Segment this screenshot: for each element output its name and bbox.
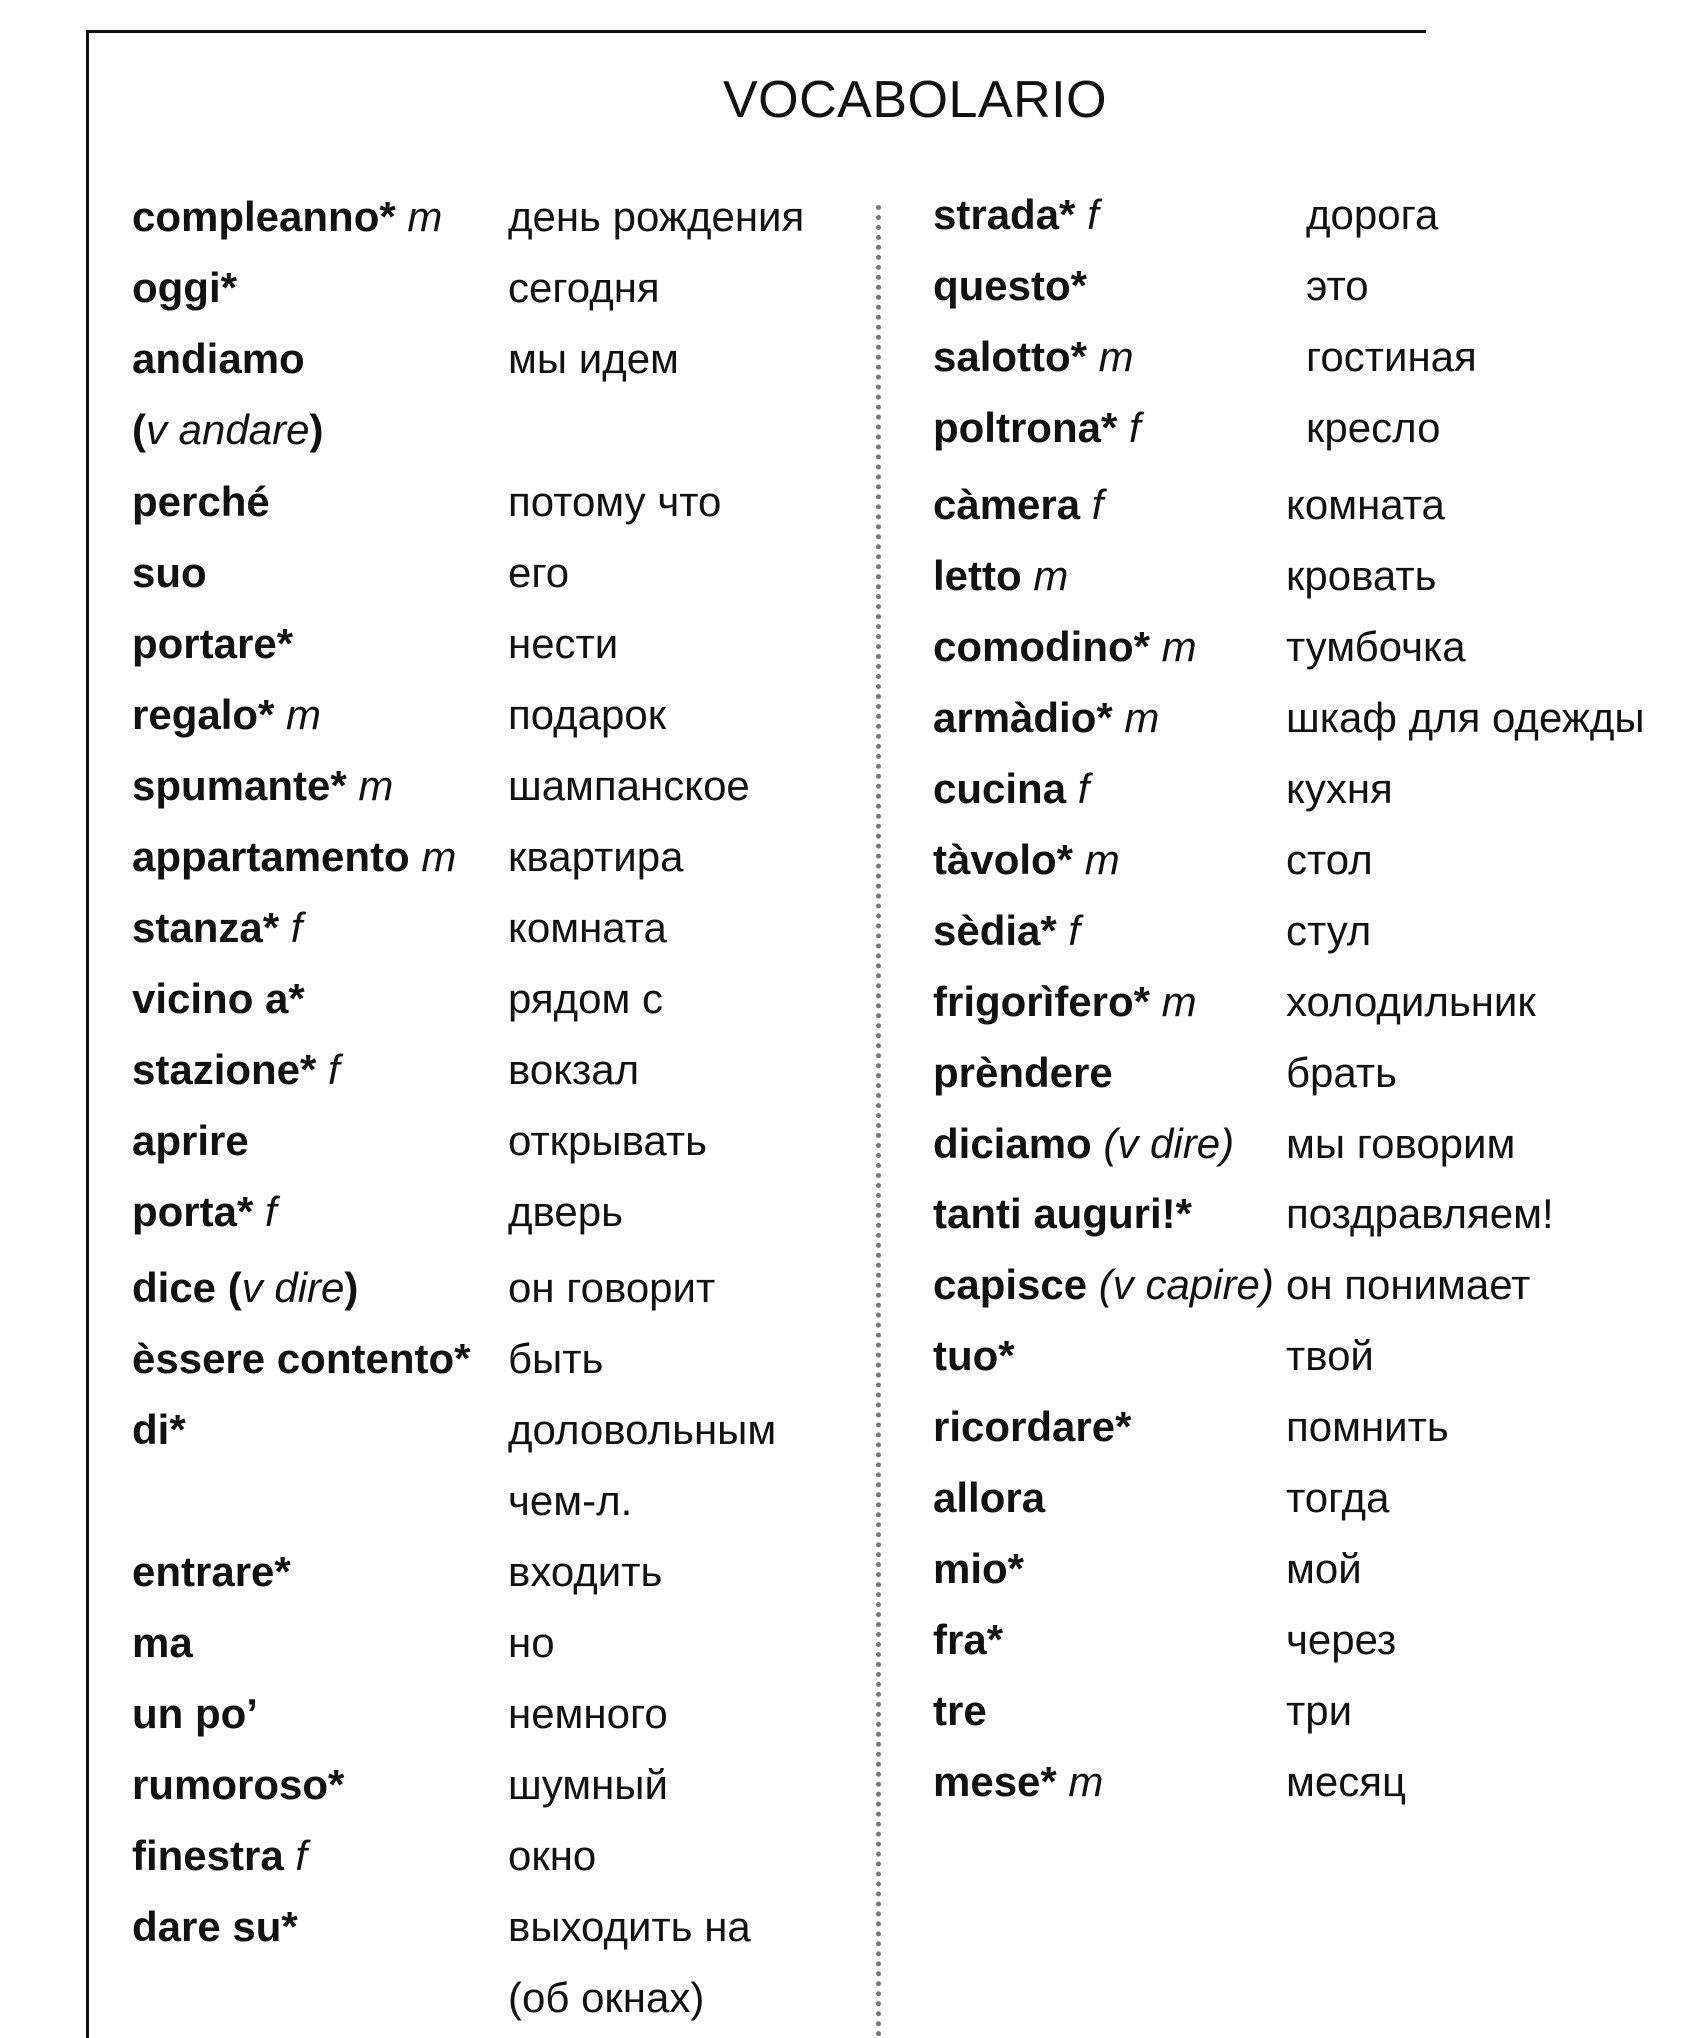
italian-word [132, 329, 305, 389]
russian-translation: выходить на [508, 1903, 751, 1950]
italian-term: rumoroso* [132, 1761, 345, 1808]
russian-translation: день рождения [508, 193, 805, 240]
italian-term: aprire [132, 1117, 249, 1164]
italian-word [933, 327, 1134, 387]
italian-word [132, 1329, 470, 1389]
italian-term: cucina [933, 765, 1067, 812]
italian-word [933, 256, 1087, 316]
italian-term: tuo* [933, 1332, 1015, 1379]
russian-translation: вокзал [508, 1046, 640, 1093]
italian-word [933, 1681, 987, 1741]
italian-term: ( [132, 406, 146, 453]
russian-translation: его [508, 549, 570, 596]
grammar-note: f [283, 1832, 308, 1879]
italian-term-close: ) [309, 406, 324, 453]
russian-translation: это [1306, 262, 1369, 309]
italian-term: compleanno* [132, 193, 396, 240]
italian-term: appartamento [132, 833, 410, 880]
italian-word [933, 759, 1089, 819]
grammar-note: f [1066, 765, 1090, 812]
grammar-note: m [395, 193, 443, 240]
italian-term: regalo* [132, 691, 275, 738]
grammar-note: v dire [241, 1264, 345, 1311]
italian-word [933, 475, 1103, 535]
italian-word [132, 1684, 258, 1744]
russian-translation: мы идем [508, 335, 679, 382]
russian-translation: три [1286, 1687, 1353, 1734]
russian-translation: он говорит [508, 1264, 716, 1311]
russian-translation: холодильник [1286, 978, 1536, 1025]
italian-word [933, 546, 1068, 606]
russian-translation: помнить [1286, 1403, 1449, 1450]
italian-term: mese* [933, 1758, 1057, 1805]
italian-word [933, 901, 1080, 961]
russian-translation: мы говорим [1286, 1120, 1516, 1167]
italian-term: èssere contento* [132, 1335, 471, 1382]
italian-term: oggi* [132, 264, 237, 311]
italian-term: sèdia* [933, 907, 1057, 954]
italian-word [132, 472, 270, 532]
italian-word [933, 1539, 1024, 1599]
italian-word [132, 1755, 344, 1815]
grammar-note: m [1150, 623, 1197, 670]
russian-translation: гостиная [1306, 333, 1477, 380]
grammar-note: m [1150, 978, 1197, 1025]
grammar-note: f [253, 1188, 277, 1235]
russian-translation: брать [1286, 1049, 1397, 1096]
grammar-note: f [316, 1046, 340, 1093]
italian-term: vicino a* [132, 975, 305, 1022]
russian-translation: кровать [1286, 552, 1437, 599]
grammar-note: (v dire) [1091, 1120, 1235, 1167]
italian-word [933, 1752, 1103, 1812]
italian-term: porta* [132, 1188, 254, 1235]
grammar-note: m [1021, 552, 1069, 599]
italian-word [933, 1255, 1274, 1315]
russian-translation: мой [1286, 1545, 1362, 1592]
italian-term: poltrona* [933, 404, 1118, 451]
russian-translation: открывать [508, 1117, 707, 1164]
italian-term: dare su* [132, 1903, 298, 1950]
russian-translation: тогда [1286, 1474, 1390, 1521]
italian-term: capisce [933, 1261, 1088, 1308]
italian-term: portare* [132, 620, 294, 667]
italian-word [132, 400, 323, 460]
italian-term: entrare* [132, 1548, 291, 1595]
grammar-note: f [279, 904, 303, 951]
italian-term: fra* [933, 1616, 1004, 1663]
italian-word [132, 1400, 186, 1460]
italian-word [132, 1826, 307, 1886]
grammar-note: m [346, 762, 394, 809]
italian-word [132, 969, 305, 1029]
italian-word [132, 1542, 291, 1602]
italian-term: stazione* [132, 1046, 317, 1093]
italian-word [933, 972, 1197, 1032]
italian-word [132, 1258, 358, 1318]
italian-word [933, 1114, 1234, 1174]
italian-term: prèndere [933, 1049, 1113, 1096]
italian-word [933, 617, 1197, 677]
italian-word [132, 1111, 249, 1171]
russian-translation: комната [1286, 481, 1445, 528]
russian-translation: но [508, 1619, 555, 1666]
italian-term: càmera [933, 481, 1081, 528]
italian-term: di* [132, 1406, 186, 1453]
italian-term: perché [132, 478, 270, 525]
italian-word [132, 258, 237, 318]
italian-word [933, 1326, 1015, 1386]
russian-translation: входить [508, 1548, 663, 1595]
italian-term: andiamo [132, 335, 305, 382]
grammar-note: m [274, 691, 322, 738]
russian-translation: потому что [508, 478, 722, 525]
russian-translation: нести [508, 620, 619, 667]
italian-word [933, 688, 1159, 748]
russian-translation: кухня [1286, 765, 1393, 812]
russian-translation: окно [508, 1832, 597, 1879]
russian-translation: кресло [1306, 404, 1441, 451]
russian-translation: сегодня [508, 264, 660, 311]
grammar-note: f [1080, 481, 1104, 528]
italian-word [933, 398, 1141, 458]
grammar-note: m [1056, 1758, 1104, 1805]
italian-word [132, 898, 302, 958]
russian-translation: доловольным [508, 1406, 777, 1453]
italian-term: tanti auguri!* [933, 1190, 1192, 1237]
russian-translation: шумный [508, 1761, 668, 1808]
italian-term: questo* [933, 262, 1088, 309]
italian-word [933, 1184, 1192, 1244]
italian-word [933, 185, 1099, 245]
italian-word [933, 1397, 1131, 1457]
russian-translation: рядом с [508, 975, 664, 1022]
russian-translation: дорога [1306, 191, 1439, 238]
russian-translation: поздравляем! [1286, 1190, 1554, 1237]
italian-word [132, 827, 456, 887]
russian-translation: он понимает [1286, 1261, 1531, 1308]
italian-word [132, 1040, 340, 1100]
italian-word [933, 1468, 1045, 1528]
italian-term: letto [933, 552, 1022, 599]
russian-translation: стул [1286, 907, 1372, 954]
italian-term: suo [132, 549, 207, 596]
italian-term: tàvolo* [933, 836, 1074, 883]
russian-translation: шампанское [508, 762, 750, 809]
russian-translation: (об окнах) [508, 1974, 705, 2021]
italian-word [132, 685, 321, 745]
russian-translation: комната [508, 904, 667, 951]
italian-term: tre [933, 1687, 987, 1734]
italian-term-close: ) [344, 1264, 359, 1311]
russian-translation: быть [508, 1335, 604, 1382]
russian-translation: подарок [508, 691, 667, 738]
grammar-note: m [1073, 836, 1120, 883]
russian-translation: твой [1286, 1332, 1374, 1379]
italian-word [132, 614, 293, 674]
grammar-note: f [1075, 191, 1099, 238]
italian-word [132, 543, 207, 603]
column-divider [876, 205, 881, 2038]
italian-word [933, 1043, 1113, 1103]
grammar-note: f [1056, 907, 1081, 954]
italian-word [132, 187, 442, 247]
russian-translation: немного [508, 1690, 668, 1737]
italian-term: armàdio* [933, 694, 1113, 741]
italian-term: salotto* [933, 333, 1088, 380]
russian-translation: чем-л. [508, 1477, 633, 1524]
italian-word [933, 1610, 1003, 1670]
italian-word [132, 1613, 193, 1673]
italian-word [132, 1897, 298, 1957]
left-border-line [86, 30, 89, 2038]
grammar-note: (v capire) [1087, 1261, 1274, 1308]
italian-word [132, 756, 393, 816]
russian-translation: через [1286, 1616, 1397, 1663]
russian-translation: тумбочка [1286, 623, 1466, 670]
russian-translation: квартира [508, 833, 684, 880]
russian-translation: месяц [1286, 1758, 1407, 1805]
italian-term: stanza* [132, 904, 280, 951]
italian-term: allora [933, 1474, 1046, 1521]
grammar-note: f [1117, 404, 1141, 451]
italian-term: frigorìfero* [933, 978, 1151, 1025]
italian-term: un po’ [132, 1690, 258, 1737]
top-border-line [86, 30, 1426, 33]
russian-translation: дверь [508, 1188, 623, 1235]
italian-term: strada* [933, 191, 1076, 238]
italian-term: dice ( [132, 1264, 242, 1311]
russian-translation: шкаф для одежды [1286, 694, 1645, 741]
italian-term: diciamo [933, 1120, 1092, 1167]
grammar-note: m [409, 833, 457, 880]
italian-term: mio* [933, 1545, 1025, 1592]
italian-term: comodino* [933, 623, 1150, 670]
italian-word [132, 1182, 277, 1242]
italian-term: ricordare* [933, 1403, 1132, 1450]
grammar-note: m [1087, 333, 1134, 380]
italian-word [933, 830, 1120, 890]
grammar-note: v andare [146, 406, 310, 453]
italian-term: ma [132, 1619, 193, 1666]
page-title: VOCABOLARIO [722, 71, 1108, 129]
grammar-note: m [1112, 694, 1160, 741]
russian-translation: стол [1286, 836, 1373, 883]
italian-term: spumante* [132, 762, 347, 809]
italian-term: finestra [132, 1832, 284, 1879]
